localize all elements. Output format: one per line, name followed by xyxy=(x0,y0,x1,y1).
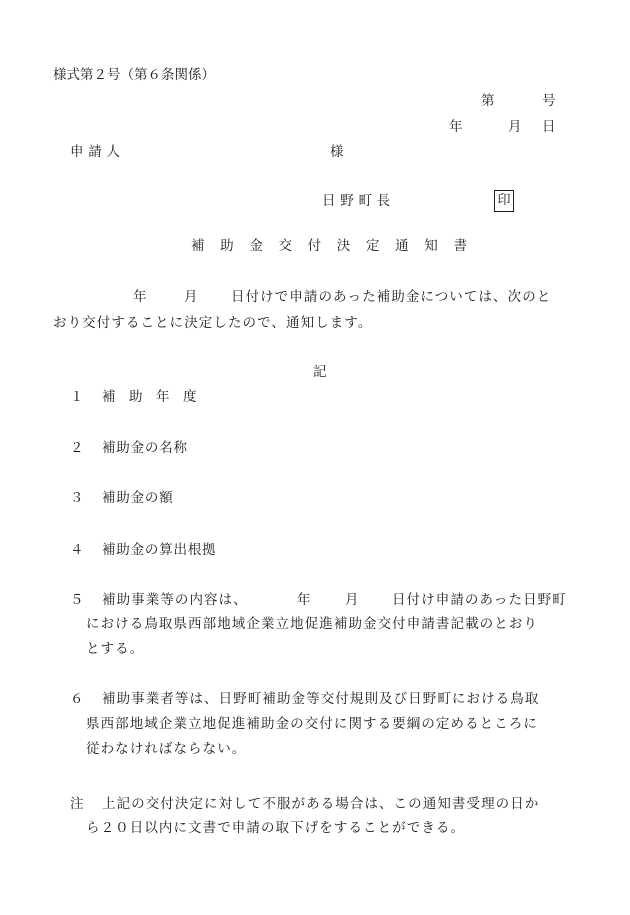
item-5-line-1a: 補助事業等の内容は、 xyxy=(102,592,248,608)
intro-line-2: おり交付することに決定したので、通知します。 xyxy=(53,315,373,331)
item-2-number: ２ xyxy=(70,440,84,456)
item-6-line-3: 従わなければならない。 xyxy=(86,741,247,757)
date-day: 日 xyxy=(542,119,556,135)
intro-year: 年 xyxy=(133,289,147,305)
intro-line-1: 日付けで申請のあった補助金については、次のと xyxy=(231,289,552,305)
note-line-1: 上記の交付決定に対して不服がある場合は、この通知書受理の日か xyxy=(102,796,540,812)
note-line-2: ら２０日以内に文書で申請の取下げをすることができる。 xyxy=(86,820,466,836)
doc-number-suffix: 号 xyxy=(542,93,556,109)
item-5-year: 年 xyxy=(297,592,311,608)
item-4-text: 補助金の算出根拠 xyxy=(102,542,217,558)
document-title: 補 助 金 交 付 決 定 通 知 書 xyxy=(191,238,469,254)
issuer-name: 日野町長 xyxy=(322,193,395,209)
doc-number-prefix: 第 xyxy=(481,93,495,109)
seal-box: 印 xyxy=(494,190,514,212)
item-3-text: 補助金の額 xyxy=(102,490,174,506)
item-5-line-3: とする。 xyxy=(86,641,145,657)
item-3-number: ３ xyxy=(70,490,84,506)
applicant-label: 申請人 xyxy=(70,144,125,160)
form-id: 様式第２号（第６条関係） xyxy=(53,67,215,83)
date-year: 年 xyxy=(449,119,463,135)
item-5-month: 月 xyxy=(345,592,359,608)
item-6-line-2: 県西部地域企業立地促進補助金の交付に関する要綱の定めるところに xyxy=(86,716,538,732)
record-heading: 記 xyxy=(313,364,327,380)
honorific: 様 xyxy=(330,144,344,160)
item-5-line-2: における鳥取県西部地域企業立地促進補助金交付申請書記載のとおり xyxy=(86,616,538,632)
item-1-number: １ xyxy=(70,389,84,405)
item-5-line-1b: 日付け申請のあった日野町 xyxy=(392,592,567,608)
item-2-text: 補助金の名称 xyxy=(102,440,188,456)
intro-month: 月 xyxy=(184,289,198,305)
item-4-number: ４ xyxy=(70,542,84,558)
item-6-number: ６ xyxy=(70,691,84,707)
date-month: 月 xyxy=(508,119,522,135)
note-label: 注 xyxy=(70,796,84,812)
item-5-number: ５ xyxy=(70,592,84,608)
item-1-text: 補 助 年 度 xyxy=(102,389,197,405)
item-6-line-1: 補助事業者等は、日野町補助金等交付規則及び日野町における鳥取 xyxy=(102,691,540,707)
